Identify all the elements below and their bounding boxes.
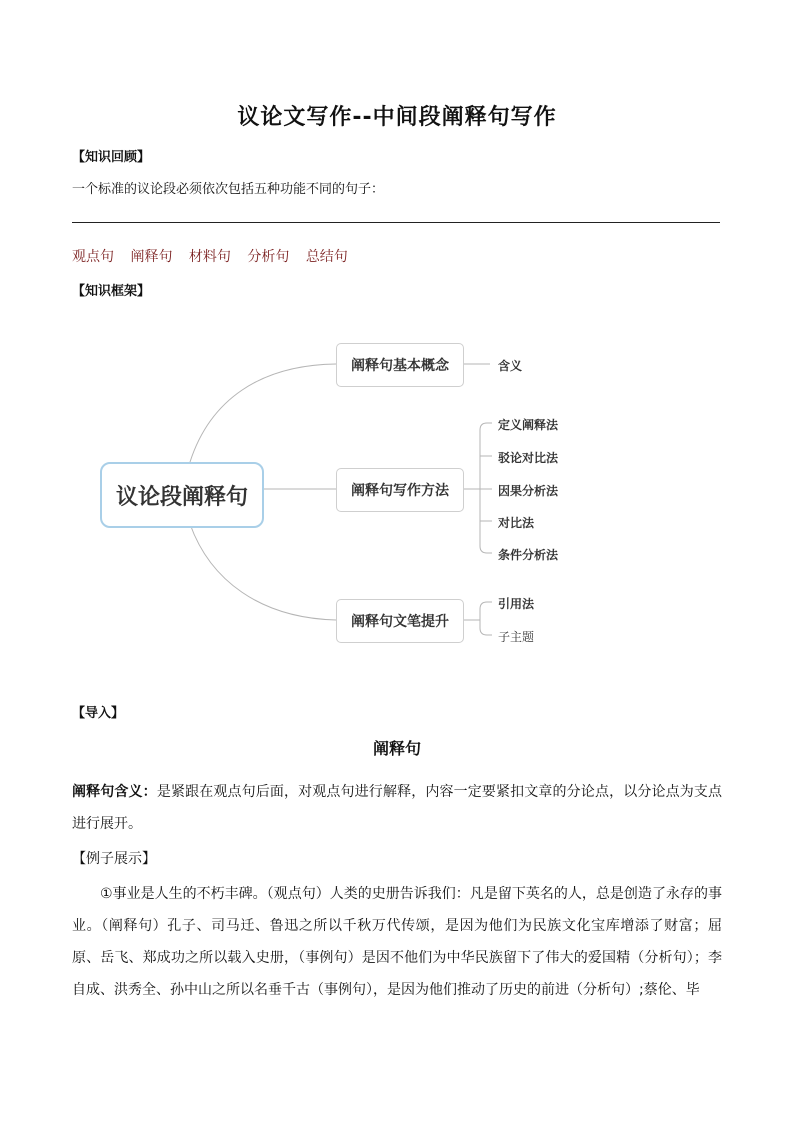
sentence-type-analysis: 分析句 [247,249,290,265]
sentence-type-explanation: 阐释句 [130,249,173,265]
page-title: 议论文写作--中间段阐释句写作 [237,105,557,130]
mindmap-branch-concept: 阐释句基本概念 [336,343,464,387]
mindmap-branch-style: 阐释句文笔提升 [336,599,464,643]
framework-label: 【知识框架】 [72,284,151,299]
mindmap-leaf-cause-effect-method: 因果分析法 [498,484,559,498]
mindmap-branch-methods: 阐释句写作方法 [336,468,464,512]
mindmap-leaf-meaning: 含义 [498,359,523,373]
mindmap-leaf-condition-method: 条件分析法 [498,548,559,562]
mindmap-leaf-subtopic: 子主题 [498,630,535,644]
sentence-type-material: 材料句 [188,249,231,265]
mindmap-leaf-refutation-method: 驳论对比法 [498,451,559,465]
sentence-type-viewpoint: 观点句 [72,249,114,265]
mindmap-leaf-contrast-method: 对比法 [498,516,535,530]
intro-heading: 阐释句 [372,739,421,758]
sentence-type-summary: 总结句 [305,249,348,265]
intro-label: 【导入】 [72,706,125,721]
definition-term: 阐释句含义： [72,784,157,800]
definition-text: 是紧跟在观点句后面，对观点句进行解释，内容一定要紧扣文章的分论点，以分论点为支点进行展开。 [72,784,723,832]
example-label: 【例子展示】 [72,851,156,867]
review-text: 一个标准的议论段必须依次包括五种功能不同的句子： [72,182,385,197]
review-label: 【知识回顾】 [72,150,151,165]
example-paragraph: ①事业是人生的不朽丰碑。（观点句）人类的史册告诉我们：凡是留下英名的人，总是创造了永存的事业。（阐释句）孔子、司马迁、鲁迅之所以千秋万代传颂，是因为他们为民族文化宝库增添了财富；屈原、岳飞、郑成功之所以载入史册，（事例句）是因不他们为中华民族留下了伟大的爱国精（分析句）；李自成、洪秀全、孙中山之所以名垂千古（事例句），是因为他们推动了历史的前进（分析句）;蔡伦、毕 [72,886,722,998]
mindmap-leaf-citation-method: 引用法 [498,597,535,611]
definition-paragraph [72,776,722,840]
mindmap-center-node: 议论段阐释句 [100,462,264,528]
mindmap-leaf-definition-method: 定义阐释法 [498,418,559,432]
